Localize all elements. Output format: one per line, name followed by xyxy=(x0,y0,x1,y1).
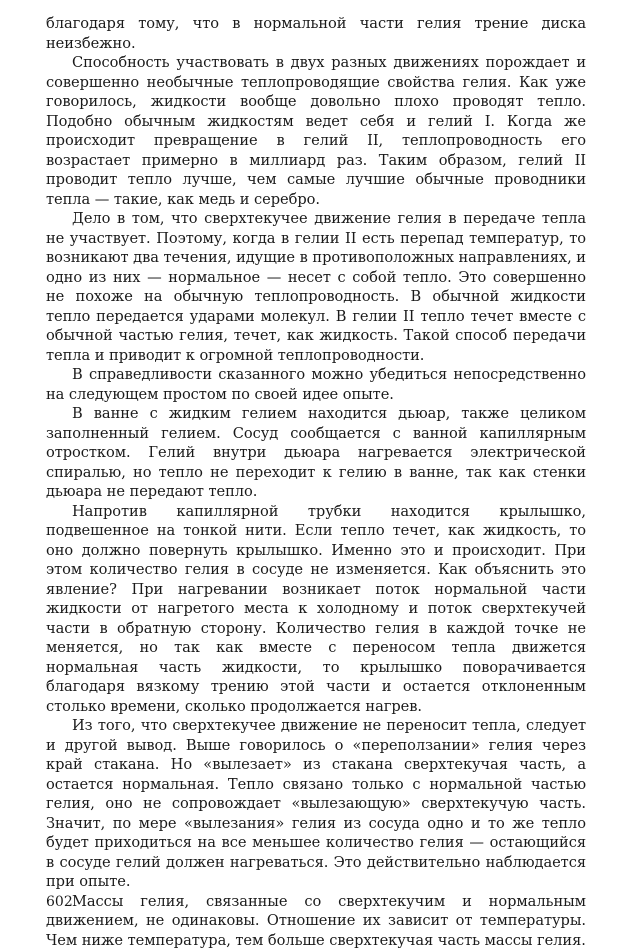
paragraph-3: Дело в том, что сверхтекучее движение гелия в передаче тепла не участвует. Поэтому, когда в гелии II есть перепад температур, то возникают два течения, идущие в противоположных направлениях, и одно из них — нормальное — несет с собой тепло. Это совершенно не похоже на обычную теплопроводность. В обычной жидкости тепло передается ударами молекул. В гелии II тепло течет вместе с обычной частью гелия, течет, как жидкость. Такой способ передачи тепла и приводит к огромной теплопроводности. xyxy=(46,210,586,364)
paragraph-7: Из того, что сверхтекучее движение не переносит тепла, следует и другой вывод. Выше говорилось о «переползании» гелия через край стакана. Но «вылезает» из стакана сверхтекучая часть, а остается нормальная. Тепло связано только с нормальной частью гелия, оно не сопровождает «вылезающую» сверхтекучую часть. Значит, по мере «вылезания» гелия из сосуда одно и то же тепло будет приходиться на все меньшее количество гелия — остающийся в сосуде гелий должен нагреваться. Это действительно наблюдается при опыте. xyxy=(46,717,586,890)
paragraph-8: Массы гелия, связанные со сверхтекучим и нормальным движением, не одинаковы. Отношение их зависит от температуры. Чем ниже температура, тем больше сверхтекучая часть массы гелия. xyxy=(46,892,586,949)
paragraph-5: В ванне с жидким гелием находится дьюар, также целиком заполненный гелием. Сосуд сообщается с ванной капиллярным отростком. Гелий внутри дьюара нагревается электрической спиралью, но тепло не переходит к гелию в ванне, так как стенки дьюара не передают тепло. xyxy=(46,405,586,500)
paragraph-4: В справедливости сказанного можно убедиться непосредственно на следующем простом по своей идее опыте. xyxy=(46,366,586,403)
paragraph-6: Напротив капиллярной трубки находится крылышко, подвешенное на тонкой нити. Если тепло течет, как жидкость, то оно должно повернуть крылышко. Именно это и происходит. При этом количество гелия в сосуде не изменяется. Как объяснить это явление? При нагревании возникает поток нормальной части жидкости от нагретого места к холодному и поток сверхтекучей части в обратную сторону. Количество гелия в каждой точке не меняется, но так как вместе с переносом тепла движется нормальная часть жидкости, то крылышко поворачивается благодаря вязкому трению этой части и остается отклоненным столько времени, сколько продолжается нагрев. xyxy=(46,502,586,715)
page-number: 602 xyxy=(46,894,73,910)
paragraph-1: благодаря тому, что в нормальной части гелия трение диска неизбежно. xyxy=(46,15,586,52)
paragraph-2: Способность участвовать в двух разных движениях порождает и совершенно необычные теплопроводящие свойства гелия. Как уже говорилось, жидкости вообще довольно плохо проводят тепло. Подобно обычным жидкостям ведет себя и гелий I. Когда же происходит превращение в гелий II, теплопроводность его возрастает примерно в миллиард раз. Таким образом, гелий II проводит тепло лучше, чем самые лучшие обычные проводники тепла — такие, как медь и серебро. xyxy=(46,54,586,208)
page-body xyxy=(46,14,586,950)
